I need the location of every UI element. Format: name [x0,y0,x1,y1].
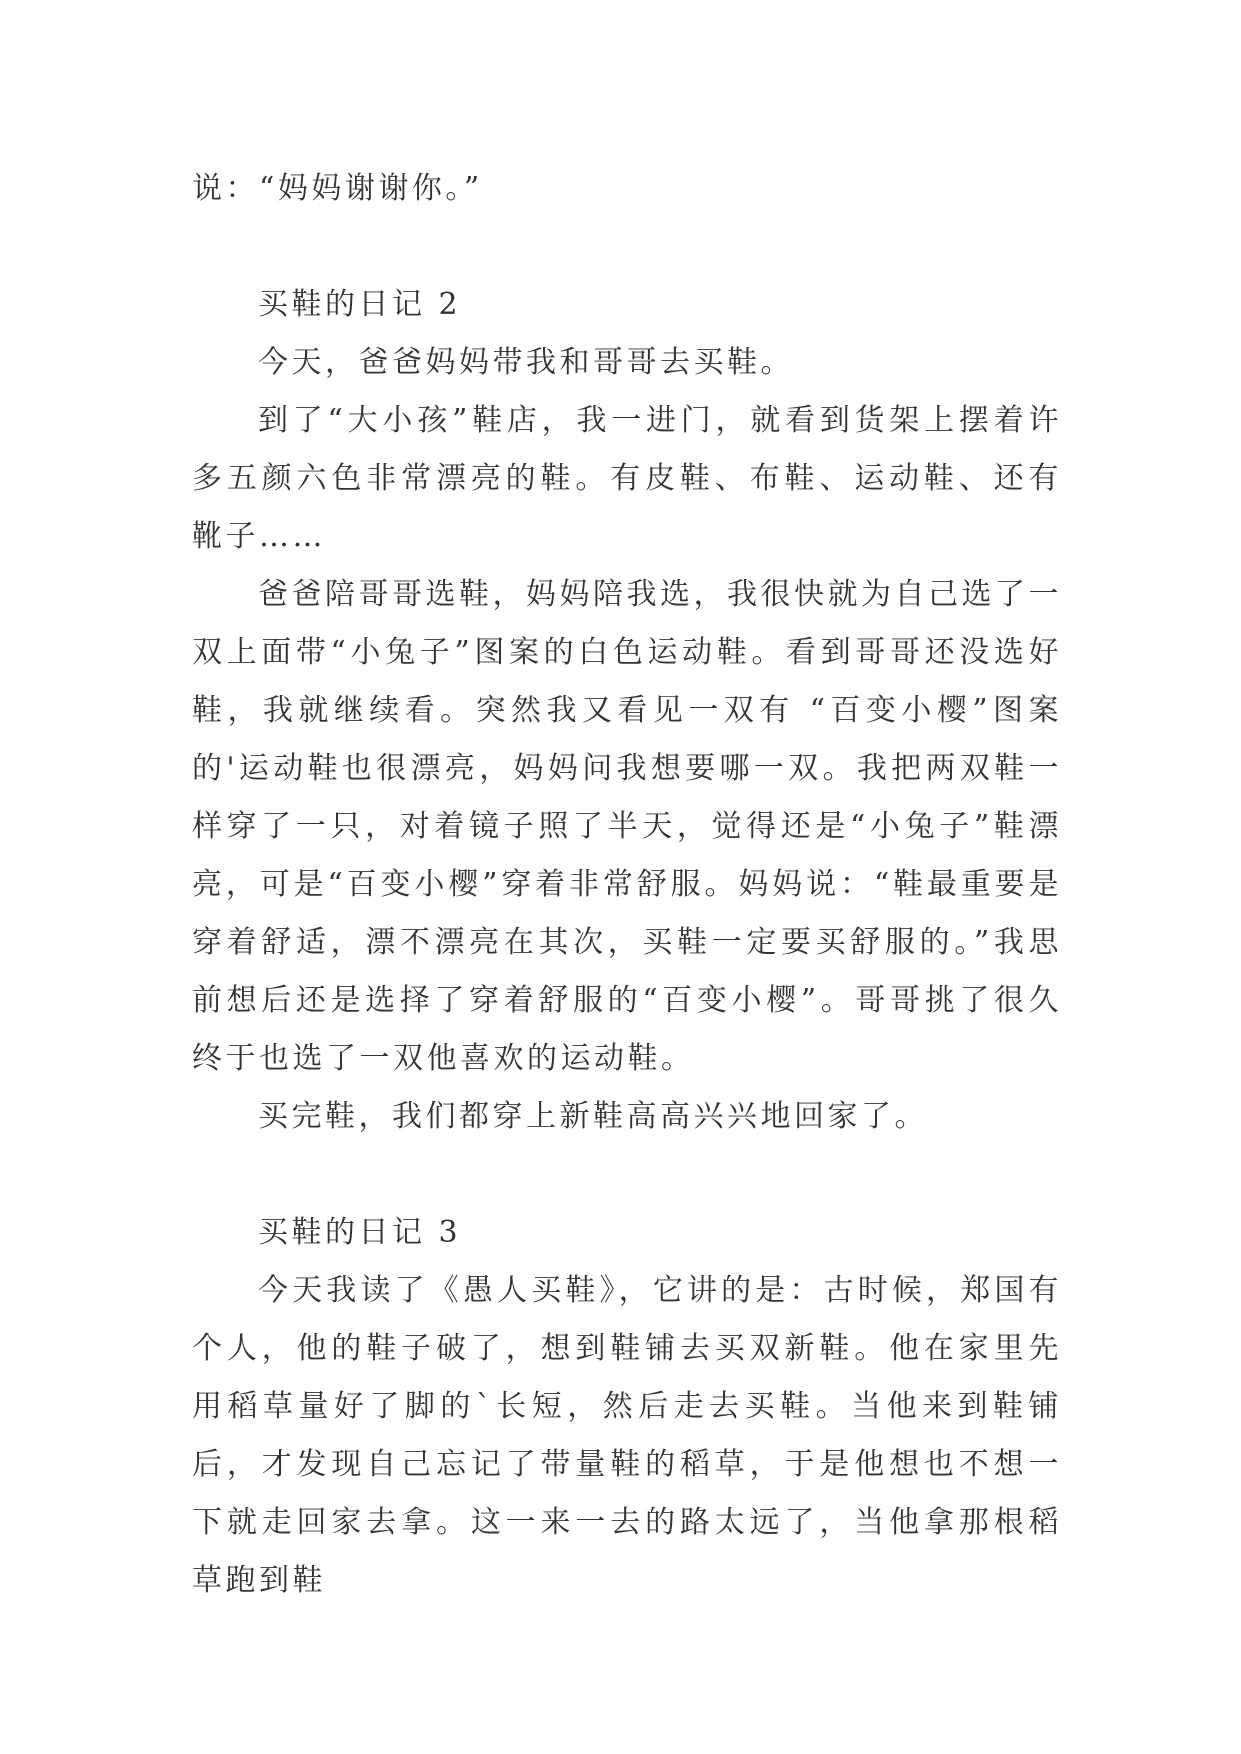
document-body [192,160,1062,1610]
diary2-title: 买鞋的日记 2 [258,287,462,322]
continuation-line: 说：“妈妈谢谢你。” [192,171,483,206]
diary2-paragraph-2: 到了“大小孩”鞋店，我一进门，就看到货架上摆着许多五颜六色非常漂亮的鞋。有皮鞋、布鞋、运动鞋、还有靴子…… [192,403,1062,554]
section-gap [192,1146,1062,1204]
diary2-paragraph-4: 买完鞋，我们都穿上新鞋高高兴兴地回家了。 [258,1099,928,1134]
diary3-paragraph-1: 今天我读了《愚人买鞋》，它讲的是：古时候，郑国有个人，他的鞋子破了，想到鞋铺去买双新鞋。他在家里先用稻草量好了脚的`长短，然后走去买鞋。当他来到鞋铺后，才发现自己忘记了带量鞋的稻草，于是他想也不想一下就走回家去拿。这一来一去的路太远了，当他拿那根稻草跑到鞋 [192,1273,1062,1598]
section-gap [192,218,1062,276]
diary2-paragraph-1: 今天，爸爸妈妈带我和哥哥去买鞋。 [258,345,794,380]
diary3-title: 买鞋的日记 3 [258,1215,462,1250]
diary2-paragraph-3: 爸爸陪哥哥选鞋，妈妈陪我选，我很快就为自己选了一双上面带“小兔子”图案的白色运动鞋。看到哥哥还没选好鞋，我就继续看。突然我又看见一双有 “百变小樱”图案的'运动鞋也很漂亮，妈妈问我想要哪一双。我把两双鞋一样穿了一只，对着镜子照了半天，觉得还是“小兔子”鞋漂亮，可是“百变小樱”穿着非常舒服。妈妈说：“鞋最重要是穿着舒适，漂不漂亮在其次，买鞋一定要买舒服的。”我思前想后还是选择了穿着舒服的“百变小樱”。哥哥挑了很久终于也选了一双他喜欢的运动鞋。 [192,577,1062,1076]
